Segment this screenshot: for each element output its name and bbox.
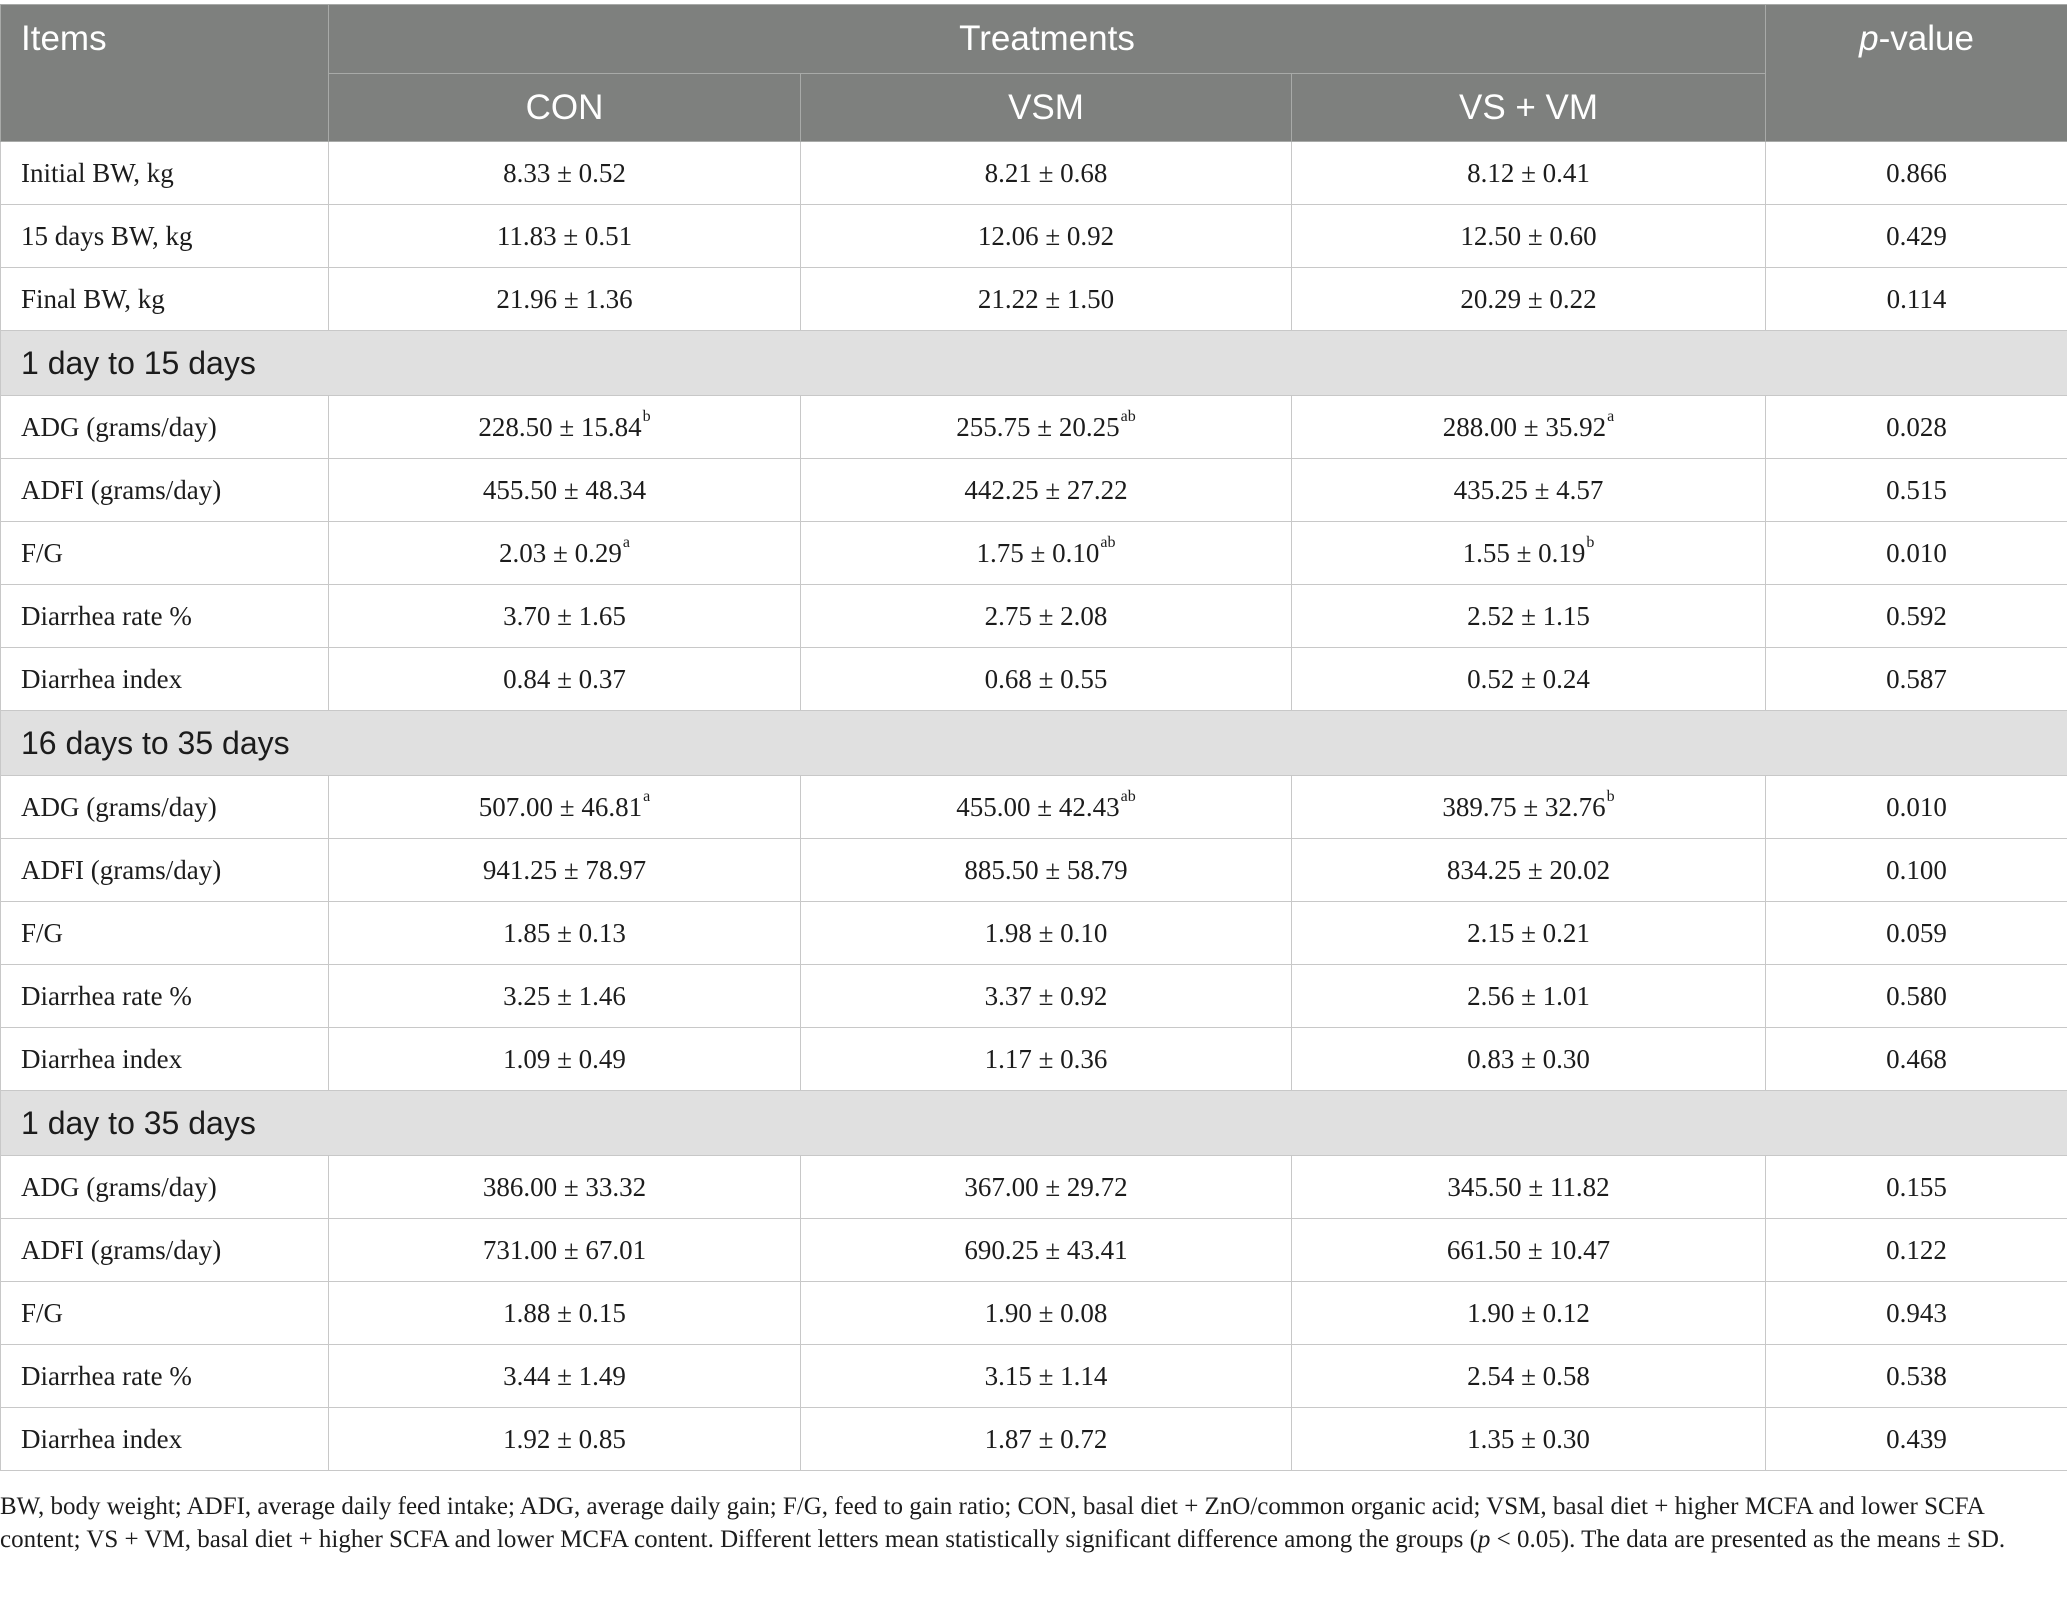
row-label-value: Final BW, kg <box>21 283 165 314</box>
table-row <box>1 585 2067 648</box>
cell-pvalue-value: 0.114 <box>1886 283 1947 314</box>
cell-vsvm <box>1292 522 1766 585</box>
cell-con <box>329 585 801 648</box>
cell-vsm-value: 1.75 ± 0.10 <box>976 537 1100 568</box>
cell-pvalue <box>1766 776 2067 839</box>
cell-pvalue <box>1766 648 2067 711</box>
cell-vsvm-value: 1.55 ± 0.19 <box>1462 537 1586 568</box>
cell-vsm <box>801 585 1292 648</box>
table-row <box>1 902 2067 965</box>
row-label <box>1 776 329 839</box>
significance-letter: a <box>643 787 651 805</box>
row-label <box>1 1219 329 1282</box>
cell-vsvm-value: 2.54 ± 0.58 <box>1467 1360 1590 1391</box>
cell-vsvm <box>1292 205 1766 268</box>
cell-con <box>329 522 801 585</box>
footnote-p-italic: p <box>1477 1526 1491 1553</box>
row-label <box>1 205 329 268</box>
table-row <box>1 1408 2067 1471</box>
significance-letter: b <box>642 407 651 425</box>
footnote-part1: BW, body weight; ADFI, average daily feed intake; ADG, average daily gain; F/G, feed to gain ratio; CON, basal diet + ZnO/common organic acid; VSM, basal diet + higher MCFA and lower SCFA content; VS + VM, basal diet + higher SCFA and lower MCFA content. Different letters mean statistically significant difference among the groups ( <box>0 1493 1984 1553</box>
cell-con-value: 228.50 ± 15.84 <box>478 411 642 442</box>
cell-vsm-value: 1.87 ± 0.72 <box>984 1423 1108 1454</box>
header-pvalue-italic: p <box>1859 19 1879 58</box>
cell-vsm <box>801 965 1292 1028</box>
cell-vsvm <box>1292 1219 1766 1282</box>
table-row <box>1 205 2067 268</box>
cell-con-value: 11.83 ± 0.51 <box>496 220 633 251</box>
table-row <box>1 459 2067 522</box>
cell-vsm-value: 0.68 ± 0.55 <box>984 663 1108 694</box>
section-row <box>1 331 2067 396</box>
cell-pvalue-value: 0.587 <box>1886 663 1947 694</box>
cell-vsm-value: 442.25 ± 27.22 <box>964 474 1128 505</box>
header-treatments: Treatments <box>329 5 1766 74</box>
cell-vsvm-value: 0.52 ± 0.24 <box>1467 663 1590 694</box>
cell-vsvm <box>1292 1345 1766 1408</box>
row-label <box>1 1028 329 1091</box>
table-body <box>1 142 2067 1471</box>
cell-con-value: 941.25 ± 78.97 <box>482 854 647 885</box>
row-label <box>1 459 329 522</box>
row-label-value: Diarrhea index <box>21 663 183 694</box>
cell-con-value: 1.85 ± 0.13 <box>503 917 626 948</box>
cell-con <box>329 902 801 965</box>
table-row <box>1 396 2067 459</box>
cell-vsm <box>801 648 1292 711</box>
table-row <box>1 839 2067 902</box>
row-label-value: ADFI (grams/day) <box>21 474 222 505</box>
cell-con-value: 8.33 ± 0.52 <box>503 157 626 188</box>
row-label <box>1 965 329 1028</box>
cell-vsm <box>801 205 1292 268</box>
header-vsvm: VS + VM <box>1292 74 1766 142</box>
cell-pvalue <box>1766 1028 2067 1091</box>
cell-pvalue-value: 0.538 <box>1886 1360 1947 1391</box>
cell-pvalue <box>1766 522 2067 585</box>
cell-vsvm-value: 1.35 ± 0.30 <box>1467 1423 1590 1454</box>
row-label-value: Diarrhea rate % <box>21 1360 192 1391</box>
cell-con-value: 3.44 ± 1.49 <box>503 1360 626 1391</box>
row-label-value: ADG (grams/day) <box>21 1171 217 1202</box>
cell-pvalue <box>1766 1282 2067 1345</box>
cell-vsm <box>801 1219 1292 1282</box>
significance-letter: ab <box>1120 407 1136 425</box>
header-pvalue-rest: -value <box>1878 19 1974 58</box>
table-row <box>1 965 2067 1028</box>
cell-con-value: 455.50 ± 48.34 <box>482 474 647 505</box>
cell-vsm-value: 885.50 ± 58.79 <box>964 854 1128 885</box>
cell-vsm-value: 690.25 ± 43.41 <box>964 1234 1128 1265</box>
cell-con-value: 507.00 ± 46.81 <box>478 791 643 822</box>
cell-vsvm <box>1292 1028 1766 1091</box>
cell-con-value: 386.00 ± 33.32 <box>482 1171 647 1202</box>
row-label-value: Diarrhea rate % <box>21 980 192 1011</box>
cell-vsm-value: 1.17 ± 0.36 <box>984 1043 1108 1074</box>
cell-con-value: 21.96 ± 1.36 <box>496 283 633 314</box>
cell-vsvm-value: 20.29 ± 0.22 <box>1460 283 1597 314</box>
cell-vsm <box>801 1156 1292 1219</box>
cell-vsvm <box>1292 776 1766 839</box>
cell-vsvm-value: 435.25 ± 4.57 <box>1453 474 1604 505</box>
row-label-value: F/G <box>21 1297 64 1328</box>
table-row <box>1 648 2067 711</box>
cell-con <box>329 1156 801 1219</box>
row-label <box>1 1408 329 1471</box>
performance-table <box>0 4 2067 1471</box>
cell-pvalue <box>1766 1345 2067 1408</box>
row-label-value: ADFI (grams/day) <box>21 1234 222 1265</box>
cell-pvalue <box>1766 142 2067 205</box>
cell-con-value: 3.25 ± 1.46 <box>503 980 626 1011</box>
cell-con <box>329 1282 801 1345</box>
cell-con-value: 2.03 ± 0.29 <box>499 537 622 568</box>
cell-con <box>329 648 801 711</box>
row-label-value: ADG (grams/day) <box>21 411 217 442</box>
cell-vsvm-value: 1.90 ± 0.12 <box>1467 1297 1590 1328</box>
cell-vsm <box>801 1408 1292 1471</box>
cell-con-value: 1.88 ± 0.15 <box>503 1297 626 1328</box>
significance-letter: b <box>1586 533 1595 551</box>
row-label <box>1 585 329 648</box>
cell-vsvm-value: 2.15 ± 0.21 <box>1467 917 1590 948</box>
cell-vsvm-value: 661.50 ± 10.47 <box>1446 1234 1611 1265</box>
cell-pvalue <box>1766 1156 2067 1219</box>
row-label-value: Diarrhea index <box>21 1043 183 1074</box>
cell-pvalue-value: 0.010 <box>1886 537 1947 568</box>
cell-con <box>329 1028 801 1091</box>
table-row <box>1 268 2067 331</box>
row-label-value: F/G <box>21 537 64 568</box>
cell-con <box>329 268 801 331</box>
row-label <box>1 142 329 205</box>
cell-vsm-value: 12.06 ± 0.92 <box>977 220 1115 251</box>
cell-con <box>329 839 801 902</box>
cell-pvalue-value: 0.866 <box>1886 157 1947 188</box>
row-label-value: Initial BW, kg <box>21 157 174 188</box>
cell-con-value: 1.09 ± 0.49 <box>503 1043 626 1074</box>
row-label-value: 15 days BW, kg <box>21 220 193 251</box>
cell-con <box>329 965 801 1028</box>
table-row <box>1 776 2067 839</box>
cell-vsvm-value: 389.75 ± 32.76 <box>1442 791 1606 822</box>
cell-vsm-value: 8.21 ± 0.68 <box>984 157 1108 188</box>
table-row <box>1 1219 2067 1282</box>
cell-pvalue-value: 0.580 <box>1886 980 1947 1011</box>
cell-vsvm-value: 345.50 ± 11.82 <box>1447 1171 1610 1202</box>
cell-vsm <box>801 459 1292 522</box>
cell-vsvm-value: 8.12 ± 0.41 <box>1467 157 1590 188</box>
table-row <box>1 1345 2067 1408</box>
table-row <box>1 142 2067 205</box>
section-title: 1 day to 35 days <box>1 1091 2067 1156</box>
row-label <box>1 648 329 711</box>
cell-vsvm-value: 0.83 ± 0.30 <box>1467 1043 1590 1074</box>
cell-pvalue-value: 0.468 <box>1886 1043 1947 1074</box>
cell-pvalue-value: 0.943 <box>1886 1297 1947 1328</box>
row-label-value: Diarrhea index <box>21 1423 183 1454</box>
section-row <box>1 711 2067 776</box>
cell-vsvm <box>1292 396 1766 459</box>
cell-pvalue-value: 0.429 <box>1886 220 1947 251</box>
significance-letter: b <box>1606 787 1615 805</box>
row-label <box>1 902 329 965</box>
table-row <box>1 1282 2067 1345</box>
cell-pvalue-value: 0.439 <box>1886 1423 1947 1454</box>
table-row <box>1 522 2067 585</box>
cell-vsm <box>801 396 1292 459</box>
cell-pvalue-value: 0.010 <box>1886 791 1947 822</box>
row-label <box>1 1282 329 1345</box>
cell-vsvm <box>1292 142 1766 205</box>
cell-vsvm <box>1292 459 1766 522</box>
section-title: 1 day to 15 days <box>1 331 2067 396</box>
cell-vsvm-value: 288.00 ± 35.92 <box>1442 411 1607 442</box>
cell-vsm <box>801 1345 1292 1408</box>
cell-con <box>329 142 801 205</box>
cell-vsvm-value: 2.56 ± 1.01 <box>1467 980 1590 1011</box>
cell-vsm-value: 1.98 ± 0.10 <box>984 917 1108 948</box>
cell-con <box>329 1408 801 1471</box>
cell-pvalue-value: 0.122 <box>1886 1234 1947 1265</box>
cell-vsvm <box>1292 1408 1766 1471</box>
cell-vsvm-value: 834.25 ± 20.02 <box>1446 854 1611 885</box>
row-label <box>1 1156 329 1219</box>
cell-vsm-value: 3.37 ± 0.92 <box>984 980 1108 1011</box>
cell-vsm-value: 455.00 ± 42.43 <box>956 791 1120 822</box>
cell-pvalue-value: 0.028 <box>1886 411 1947 442</box>
cell-con <box>329 459 801 522</box>
header-pvalue <box>1766 5 2067 142</box>
cell-vsm-value: 21.22 ± 1.50 <box>977 283 1115 314</box>
cell-pvalue <box>1766 585 2067 648</box>
cell-con <box>329 205 801 268</box>
cell-vsvm-value: 2.52 ± 1.15 <box>1467 600 1590 631</box>
row-label-value: ADG (grams/day) <box>21 791 217 822</box>
cell-con <box>329 776 801 839</box>
header-items: Items <box>1 5 329 142</box>
cell-vsvm <box>1292 648 1766 711</box>
cell-vsm-value: 2.75 ± 2.08 <box>984 600 1108 631</box>
row-label <box>1 396 329 459</box>
table-footnote <box>0 1490 2060 1556</box>
cell-pvalue-value: 0.155 <box>1886 1171 1947 1202</box>
cell-vsvm <box>1292 268 1766 331</box>
section-row <box>1 1091 2067 1156</box>
significance-letter: ab <box>1120 787 1136 805</box>
cell-vsm <box>801 902 1292 965</box>
row-label-value: ADFI (grams/day) <box>21 854 222 885</box>
cell-pvalue <box>1766 902 2067 965</box>
cell-vsvm <box>1292 902 1766 965</box>
cell-pvalue <box>1766 965 2067 1028</box>
cell-vsvm-value: 12.50 ± 0.60 <box>1460 220 1597 251</box>
cell-con-value: 731.00 ± 67.01 <box>482 1234 647 1265</box>
footnote-part2: < 0.05). The data are presented as the means ± SD. <box>1490 1526 2006 1553</box>
cell-con-value: 0.84 ± 0.37 <box>503 663 626 694</box>
cell-vsvm <box>1292 1156 1766 1219</box>
cell-vsm-value: 367.00 ± 29.72 <box>964 1171 1128 1202</box>
cell-pvalue <box>1766 268 2067 331</box>
cell-con <box>329 1345 801 1408</box>
table-row <box>1 1156 2067 1219</box>
cell-pvalue <box>1766 459 2067 522</box>
row-label-value: Diarrhea rate % <box>21 600 192 631</box>
table-header <box>1 5 2067 142</box>
cell-vsvm <box>1292 1282 1766 1345</box>
row-label <box>1 1345 329 1408</box>
cell-pvalue-value: 0.059 <box>1886 917 1947 948</box>
cell-pvalue-value: 0.100 <box>1886 854 1947 885</box>
cell-pvalue-value: 0.515 <box>1886 474 1947 505</box>
cell-vsm <box>801 776 1292 839</box>
cell-vsm <box>801 1028 1292 1091</box>
significance-letter: a <box>1607 407 1615 425</box>
table-row <box>1 1028 2067 1091</box>
cell-pvalue-value: 0.592 <box>1886 600 1947 631</box>
cell-con-value: 1.92 ± 0.85 <box>503 1423 626 1454</box>
cell-vsm-value: 1.90 ± 0.08 <box>984 1297 1108 1328</box>
cell-vsm <box>801 268 1292 331</box>
row-label <box>1 268 329 331</box>
cell-pvalue <box>1766 396 2067 459</box>
row-label-value: F/G <box>21 917 64 948</box>
row-label <box>1 522 329 585</box>
cell-vsvm <box>1292 585 1766 648</box>
cell-con <box>329 1219 801 1282</box>
header-vsm: VSM <box>801 74 1292 142</box>
significance-letter: a <box>622 533 630 551</box>
header-con: CON <box>329 74 801 142</box>
significance-letter: ab <box>1100 533 1116 551</box>
cell-vsm <box>801 142 1292 205</box>
cell-pvalue <box>1766 205 2067 268</box>
cell-pvalue <box>1766 839 2067 902</box>
cell-vsvm <box>1292 839 1766 902</box>
cell-vsm <box>801 1282 1292 1345</box>
row-label <box>1 839 329 902</box>
cell-vsm <box>801 839 1292 902</box>
cell-con-value: 3.70 ± 1.65 <box>503 600 626 631</box>
cell-vsm <box>801 522 1292 585</box>
section-title: 16 days to 35 days <box>1 711 2067 776</box>
cell-pvalue <box>1766 1219 2067 1282</box>
cell-vsm-value: 3.15 ± 1.14 <box>984 1360 1108 1391</box>
cell-con <box>329 396 801 459</box>
cell-vsm-value: 255.75 ± 20.25 <box>956 411 1120 442</box>
cell-vsvm <box>1292 965 1766 1028</box>
cell-pvalue <box>1766 1408 2067 1471</box>
